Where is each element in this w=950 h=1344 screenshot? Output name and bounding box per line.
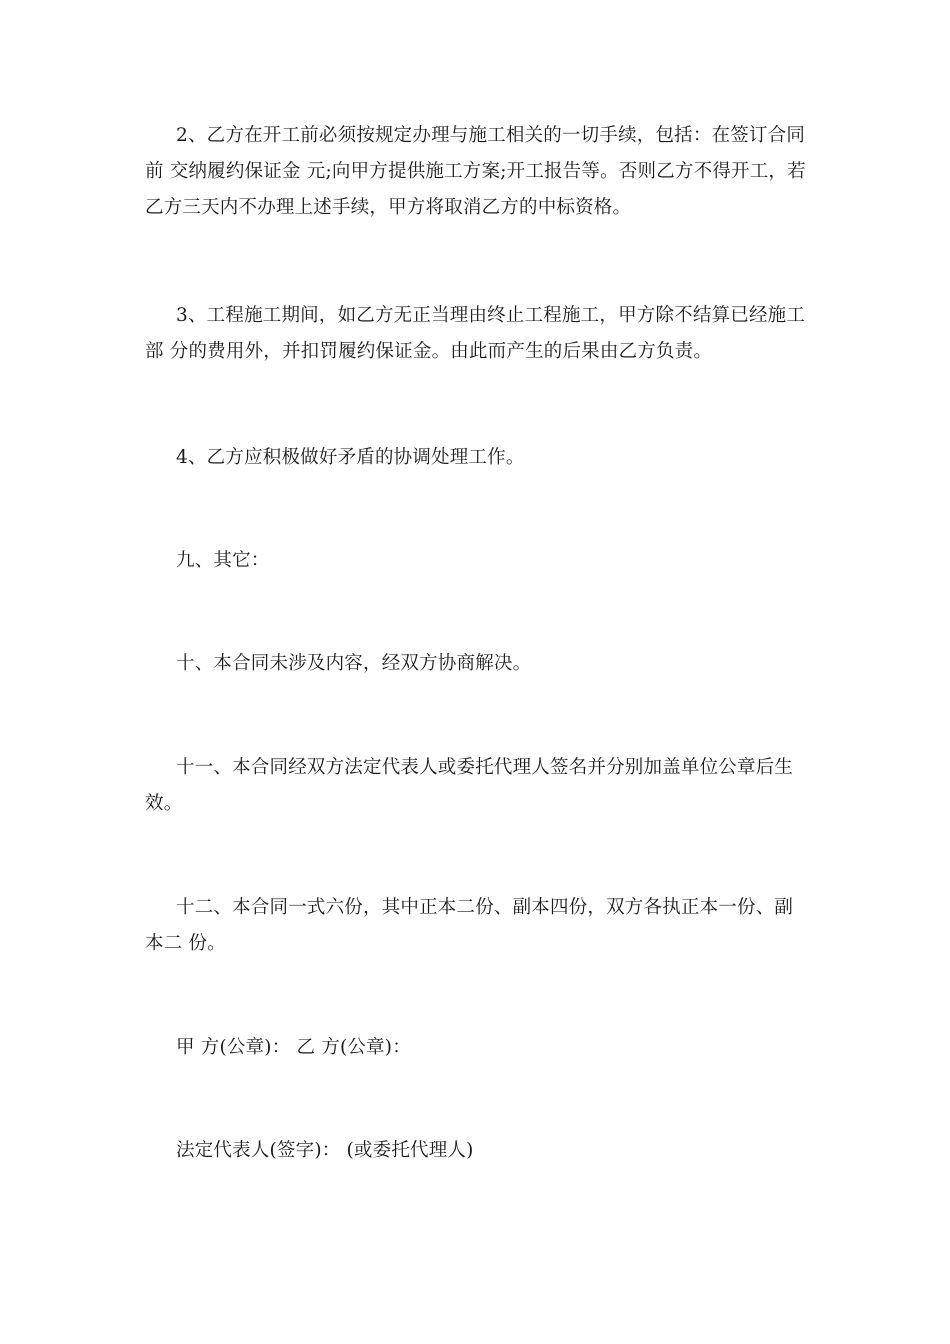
section-10-paragraph: 十、本合同未涉及内容，经双方协商解决。 bbox=[176, 653, 532, 674]
clause-4-paragraph: 4、乙方应积极做好矛盾的协调处理工作。 bbox=[176, 447, 525, 468]
clause-3-paragraph: 3、工程施工期间，如乙方无正当理由终止工程施工，甲方除不结算已经施工部 分的费用外，并扣罚履约保证金。由此而产生的后果由乙方负责。 bbox=[145, 305, 806, 362]
section-12-paragraph: 十二、本合同一式六份，其中正本二份、副本四份，双方各执正本一份、副本二 份。 bbox=[145, 897, 794, 954]
legal-representative-signature-line: 法定代表人(签字)： (或委托代理人) bbox=[176, 1140, 474, 1161]
clause-2-paragraph: 2、乙方在开工前必须按规定办理与施工相关的一切手续，包括：在签订合同前 交纳履约保证金 元;向甲方提供施工方案;开工报告等。否则乙方不得开工，若乙方三天内不办理上述手续，甲方将取消乙方的中标资格。 bbox=[145, 125, 806, 218]
section-11-paragraph: 十一、本合同经双方法定代表人或委托代理人签名并分别加盖单位公章后生效。 bbox=[145, 757, 794, 814]
section-9-heading: 九、其它： bbox=[176, 550, 270, 571]
party-seal-line: 甲 方(公章)： 乙 方(公章)： bbox=[176, 1037, 411, 1058]
